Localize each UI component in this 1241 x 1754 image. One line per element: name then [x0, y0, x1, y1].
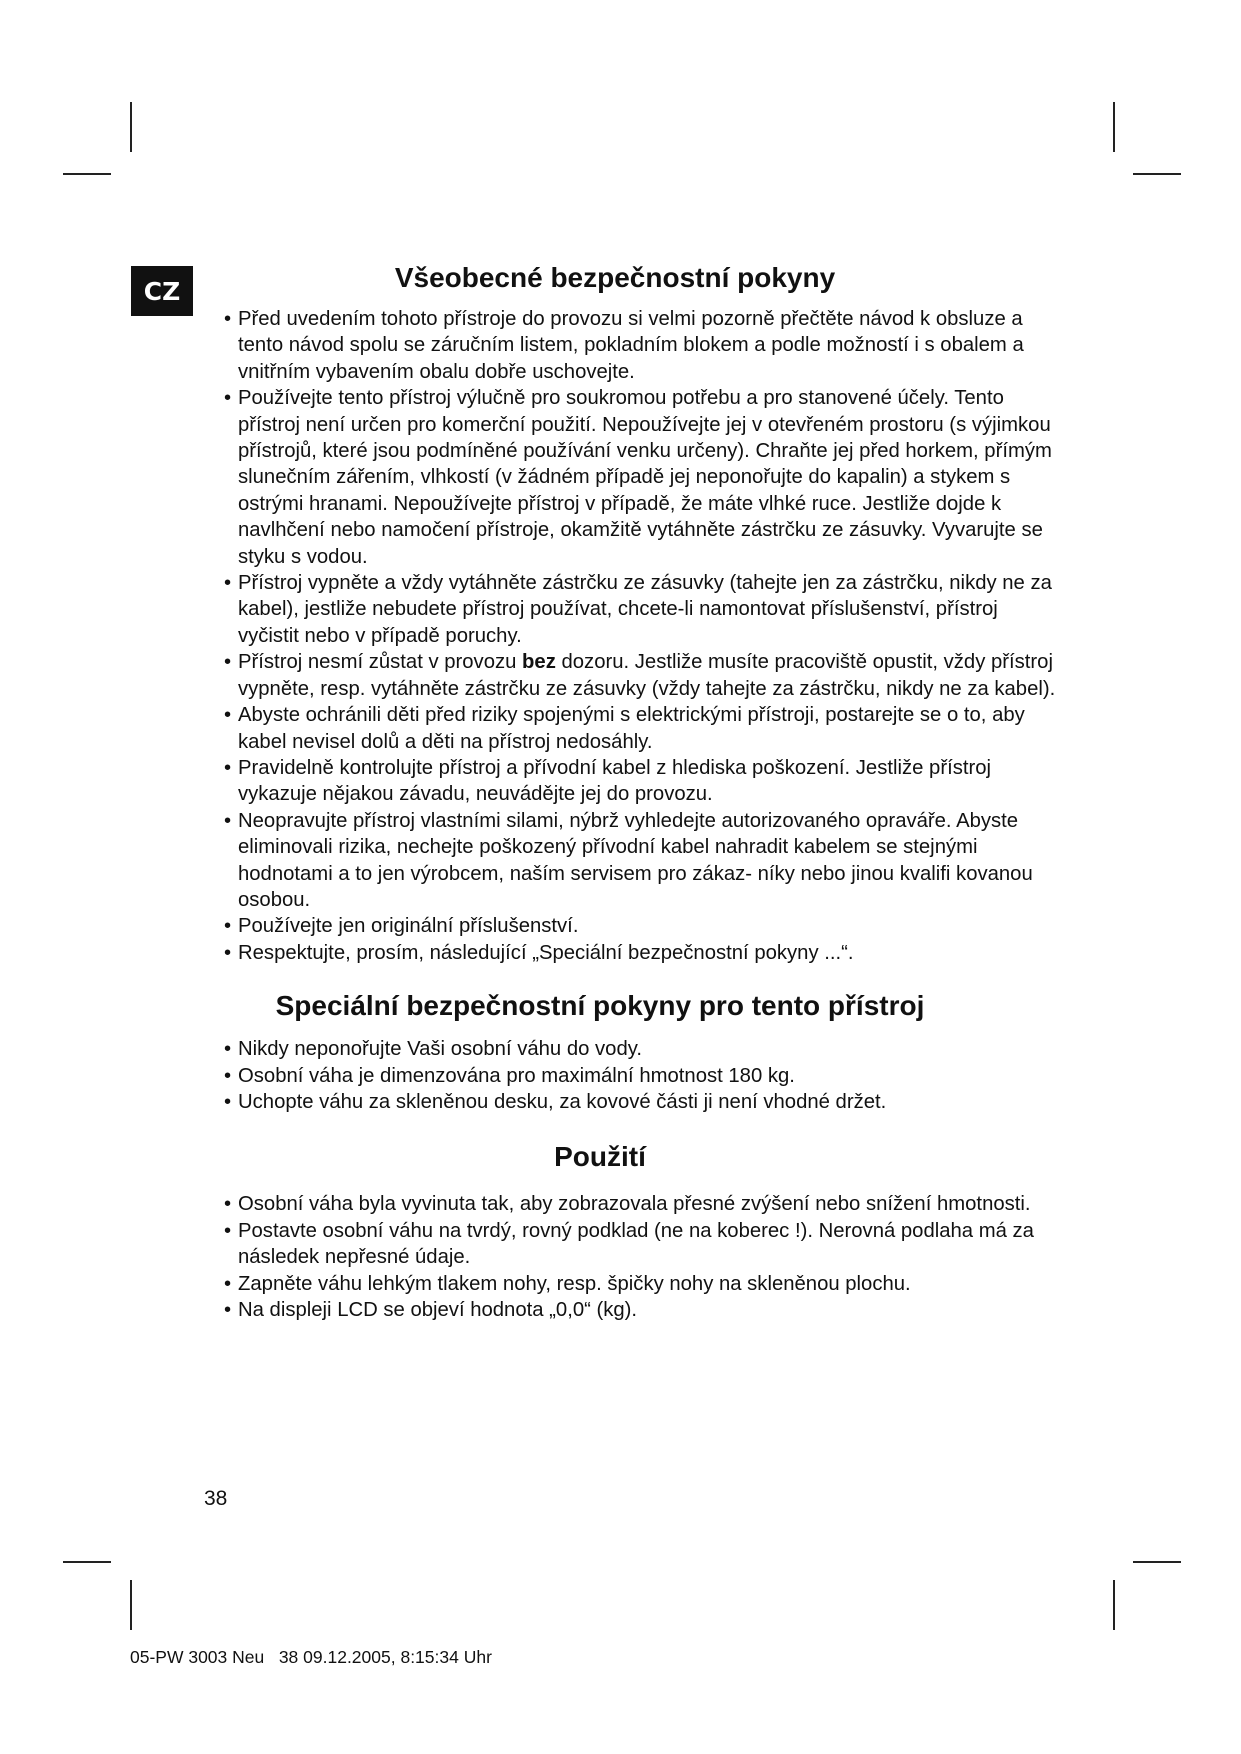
special-safety-list	[200, 1036, 1060, 1115]
list-item: • Zapněte váhu lehkým tlakem nohy, resp. špičky nohy na skleněnou plochu.	[224, 1272, 911, 1295]
list-item: • Před uvedením tohoto přístroje do provozu si velmi pozorně přečtěte návod k obsluze a tento návod spolu se záručním listem, pokladním blokem a podle možností i s obalem a vnitřním vybavením obalu dobře uschovejte.	[224, 308, 1024, 383]
crop-mark-bottom-left-vertical	[130, 1580, 132, 1630]
crop-mark-top-right-vertical	[1113, 102, 1115, 152]
crop-mark-bottom-left-horizontal	[63, 1561, 111, 1563]
list-item: • Respektujte, prosím, následující „Speciální bezpečnostní pokyny ...“.	[224, 941, 854, 964]
list-item: • Na displeji LCD se objeví hodnota „0,0“ (kg).	[224, 1299, 638, 1321]
list-item: • Abyste ochránili děti před riziky spojenými s elektrickými přístroji, postarejte se o to, aby kabel nevisel dolů a děti na přístroj nedosáhly.	[224, 704, 1025, 753]
list-item: • Pravidelně kontrolujte přístroj a přívodní kabel z hlediska poškození. Jestliže přístroj vykazuje nějakou závadu, neuvádějte jej do provozu.	[224, 756, 992, 806]
crop-mark-bottom-right-vertical	[1113, 1580, 1115, 1630]
bold-word: bez	[522, 651, 556, 674]
list-item: • Osobní váha je dimenzována pro maximální hmotnost 180 kg.	[224, 1064, 795, 1087]
heading-special-safety: Speciální bezpečnostní pokyny pro tento přístroj	[275, 990, 925, 1022]
page-number: 38	[204, 1487, 228, 1510]
heading-usage: Použití	[554, 1141, 646, 1173]
list-item: • Neopravujte přístroj vlastními silami, nýbrž vyhledejte autorizovaného opraváře. Abyste eliminovali rizika, nechejte poškozený přívodní kabel nahradit kabelem se stejnými hodnotami a to jen výrobcem, naším servisem pro zákaz- níky nebo jinou kvalifi kovanou osobou.	[224, 809, 1033, 911]
page-content	[200, 258, 1060, 1323]
list-item: • Používejte jen originální příslušenství.	[224, 915, 579, 938]
list-item: • Přístroj nesmí zůstat v provozu bez dozoru. Jestliže musíte pracoviště opustit, vždy přístroj vypněte, resp. vytáhněte zástrčku ze zásuvky (vždy tahejte za zástrčku, nikdy ne za kabel).	[224, 651, 1056, 700]
language-tab-badge: CZ	[131, 266, 193, 316]
usage-list	[200, 1191, 1060, 1323]
crop-mark-bottom-right-horizontal	[1133, 1561, 1181, 1563]
crop-mark-top-right-horizontal	[1133, 173, 1181, 175]
list-item: • Postavte osobní váhu na tvrdý, rovný podklad (ne na koberec !). Nerovná podlaha má za následek nepřesné údaje.	[224, 1219, 1034, 1269]
list-item: • Používejte tento přístroj výlučně pro soukromou potřebu a pro stanovené účely. Tento přístroj není určen pro komerční použití. Nepoužívejte jej v otevřeném prostoru (s výjimkou přístrojů, které jsou podmíněné používání venku určeny). Chraňte jej před horkem, přímým slunečním zářením, vlhkostí (v žádném případě jej neponořujte do kapalin) a stykem s ostrými hranami. Nepoužívejte přístroj v případě, že máte vlhké ruce. Jestliže dojde k navlhčení nebo namočení přístroje, okamžitě vytáhněte zástrčku ze zásuvky. Vyvarujte se styku s vodou.	[224, 387, 1052, 568]
general-safety-list	[200, 306, 1060, 966]
list-item: • Uchopte váhu za skleněnou desku, za kovové části ji není vhodné držet.	[224, 1090, 887, 1113]
heading-general-safety: Všeobecné bezpečnostní pokyny	[394, 262, 836, 293]
list-item: • Osobní váha byla vyvinuta tak, aby zobrazovala přesné zvýšení nebo snížení hmotnosti.	[224, 1193, 1031, 1216]
crop-mark-top-left-vertical	[130, 102, 132, 152]
list-item: • Přístroj vypněte a vždy vytáhněte zástrčku ze zásuvky (tahejte jen za zástrčku, nikdy ne za kabel), jestliže nebudete přístroj používat, chcete-li namontovat příslušenství, přístroj vyčistit nebo v případě poruchy.	[224, 572, 1052, 647]
print-footer: 05-PW 3003 Neu 38 09.12.2005, 8:15:34 Uhr	[130, 1647, 492, 1667]
crop-mark-top-left-horizontal	[63, 173, 111, 175]
list-item: • Nikdy neponořujte Vaši osobní váhu do vody.	[224, 1038, 642, 1061]
